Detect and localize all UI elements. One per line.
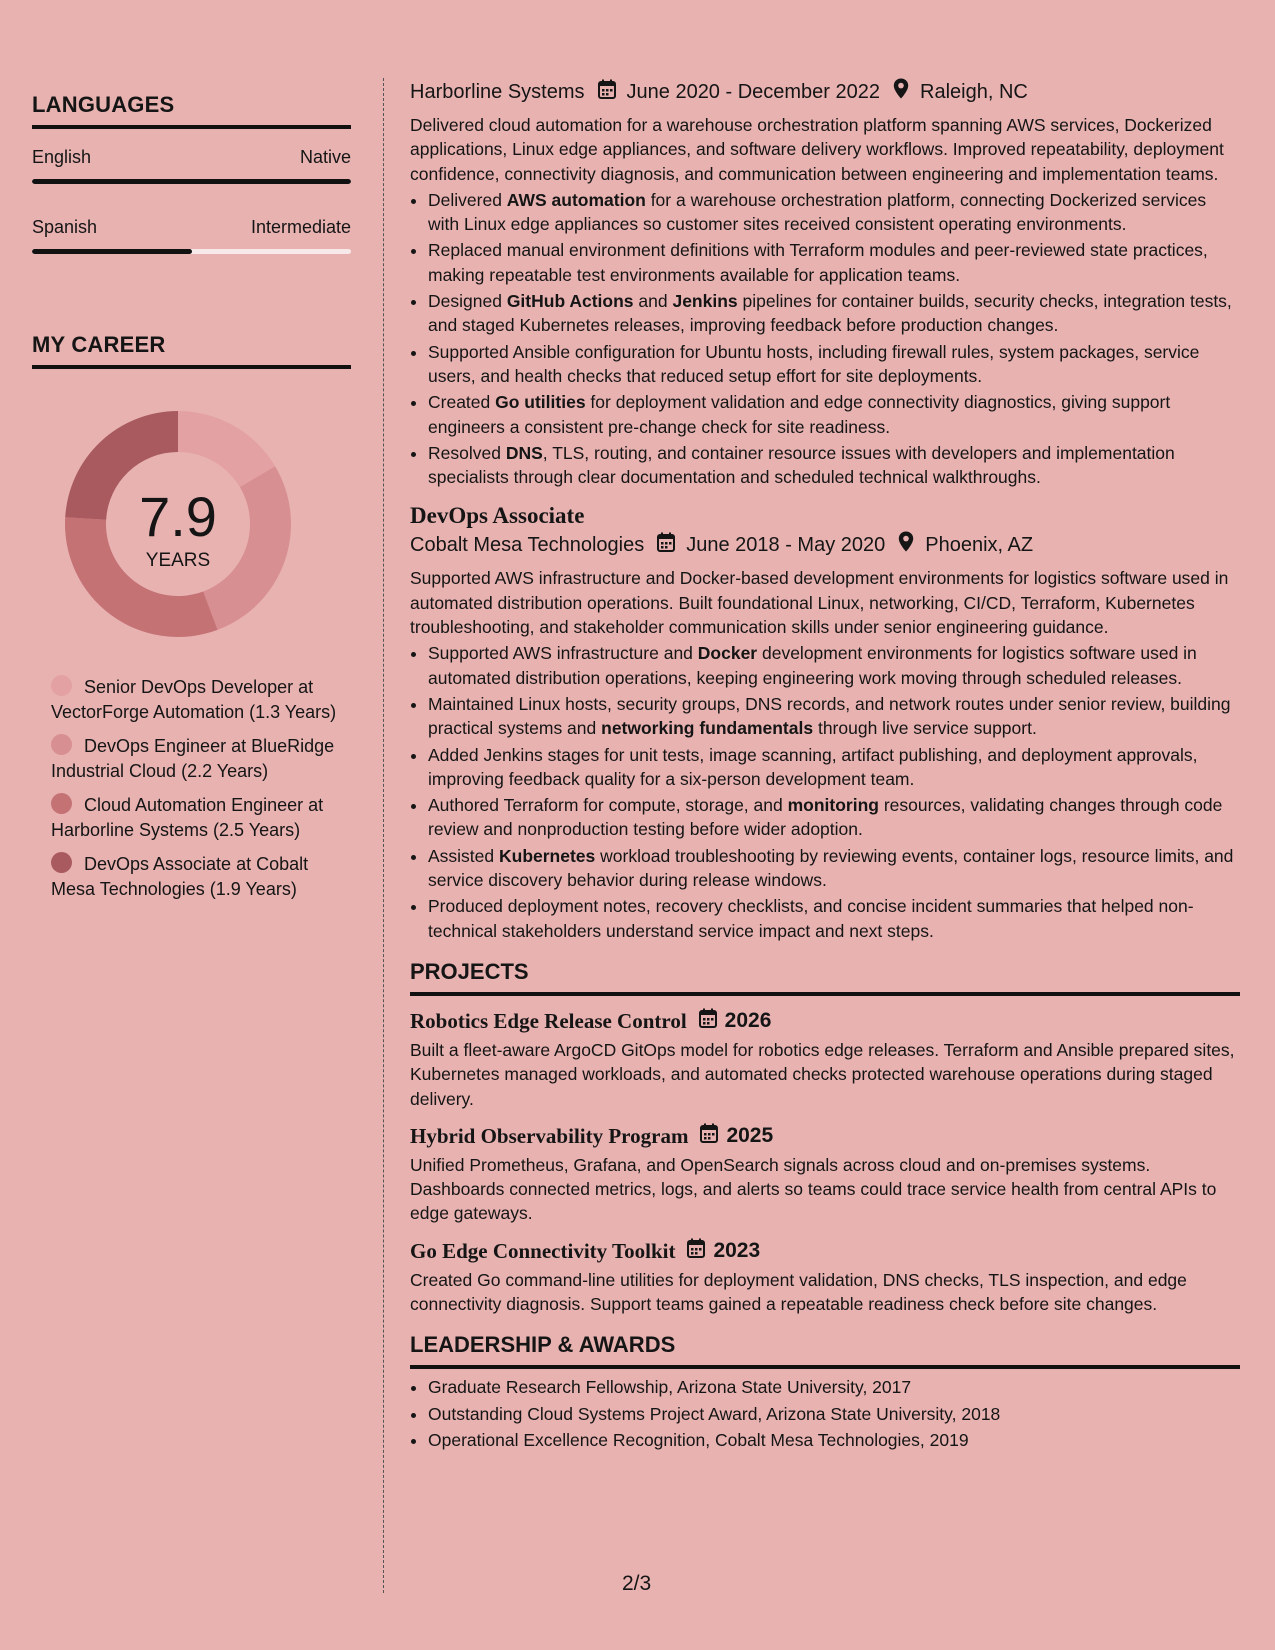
project-title <box>410 1237 1240 1265</box>
languages-heading: LANGUAGES <box>32 92 351 129</box>
project-title <box>410 1007 1240 1035</box>
career-legend <box>51 675 351 901</box>
page-number: 2/3 <box>622 1572 652 1595</box>
sidebar <box>32 92 351 911</box>
legend-item <box>51 675 351 724</box>
language-level: Intermediate <box>250 217 351 237</box>
job-bullet: • Supported AWS infrastructure and Docker development environments for logistics software used in automated distribution operations, keeping engineering work moving through scheduled releases. <box>428 641 1240 690</box>
job-bullets <box>410 188 1240 490</box>
legend-swatch <box>51 734 72 755</box>
legend-label: DevOps Associate at Cobalt Mesa Technologies (1.9 Years) <box>51 854 309 899</box>
project-title <box>410 1122 1240 1150</box>
project-year: 2023 <box>713 1238 761 1262</box>
project-year: 2025 <box>726 1123 774 1147</box>
project-name: Hybrid Observability Program <box>410 1123 689 1148</box>
job-summary: Supported AWS infrastructure and Docker-based development environments for logistics software used in automated distribution operations. Built foundational Linux, networking, CI/CD, Terraform, Kubernetes troubleshooting, and stakeholder communication skills under senior engineering guidance. <box>410 568 1229 638</box>
job-bullet: • Resolved DNS, TLS, routing, and container resource issues with developers and implementation specialists through clear documentation and scheduled technical walkthroughs. <box>428 441 1240 490</box>
legend-item <box>51 734 351 783</box>
legend-swatch <box>51 852 72 873</box>
calendar-icon <box>657 532 675 559</box>
language-level: Native <box>299 147 351 167</box>
job-dates: June 2018 - May 2020 <box>686 534 886 557</box>
project-year: 2026 <box>724 1008 772 1032</box>
calendar-icon <box>700 1122 718 1150</box>
language-proficiency-fill <box>32 179 351 184</box>
job-location: Raleigh, NC <box>920 81 1028 103</box>
job-bullet: • Assisted Kubernetes workload troubleshooting by reviewing events, container logs, resource limits, and service discovery behavior during release windows. <box>428 844 1240 893</box>
project-name: Robotics Edge Release Control <box>410 1008 687 1033</box>
language-item <box>32 216 351 254</box>
career-heading: MY CAREER <box>32 332 351 369</box>
job-bullet: • Added Jenkins stages for unit tests, image scanning, artifact publishing, and deployment approvals, improving feedback quality for a six-person development team. <box>428 743 1240 792</box>
legend-label: Senior DevOps Developer at VectorForge Automation (1.3 Years) <box>51 677 337 722</box>
legend-item <box>51 793 351 842</box>
project-description: Unified Prometheus, Grafana, and OpenSearch signals across cloud and on-premises systems. Dashboards connected metrics, logs, and alerts so teams could trace service health from central APIs to edge gateways. <box>410 1154 1217 1224</box>
project-description: Built a fleet-aware ArgoCD GitOps model for robotics edge releases. Terraform and Ansible prepared sites, Kubernetes managed workloads, and automated checks protected warehouse operations during staged delivery. <box>410 1039 1235 1109</box>
legend-label: DevOps Engineer at BlueRidge Industrial Cloud (2.2 Years) <box>51 736 335 781</box>
calendar-icon <box>598 79 616 106</box>
awards-list <box>410 1375 1240 1452</box>
legend-item <box>51 852 351 901</box>
job-bullet: • Replaced manual environment definitions with Terraform modules and peer-reviewed state practices, making repeatable test environments available for application teams. <box>428 238 1240 287</box>
job-bullet: • Authored Terraform for compute, storage, and monitoring resources, validating changes through code review and nonproduction testing before wider adoption. <box>428 793 1240 842</box>
award-item: • Outstanding Cloud Systems Project Award, Arizona State University, 2018 <box>428 1402 1240 1426</box>
calendar-icon <box>687 1237 705 1265</box>
job-dates: June 2020 - December 2022 <box>626 81 881 103</box>
legend-swatch <box>51 793 72 814</box>
career-donut-chart <box>65 411 291 637</box>
job-location: Phoenix, AZ <box>925 534 1034 557</box>
project-description: Created Go command-line utilities for deployment validation, DNS checks, TLS inspection, and edge connectivity diagnosis. Support teams gained a repeatable readiness check before site changes. <box>410 1269 1187 1314</box>
career-total-years: 7.9 <box>139 485 217 548</box>
language-name: Spanish <box>32 217 98 237</box>
job-bullets <box>410 641 1240 943</box>
company-name: Harborline Systems <box>410 81 585 103</box>
job-bullet: • Designed GitHub Actions and Jenkins pipelines for container builds, security checks, integration tests, and staged Kubernetes releases, improving feedback before production changes. <box>428 289 1240 338</box>
main-content <box>410 78 1240 1454</box>
column-divider <box>383 78 384 1593</box>
project-name: Go Edge Connectivity Toolkit <box>410 1238 676 1263</box>
award-item: • Graduate Research Fellowship, Arizona State University, 2017 <box>428 1375 1240 1399</box>
job-summary: Delivered cloud automation for a warehouse orchestration platform spanning AWS services, Dockerized applications, Linux edge appliances, and software delivery workflows. Improved repeatability, deployment confidence, connectivity diagnosis, and communication between engineering and implementation teams. <box>410 115 1224 184</box>
language-proficiency-bar <box>32 179 351 184</box>
language-item <box>32 146 351 184</box>
career-total-unit: YEARS <box>145 550 211 571</box>
awards-heading: LEADERSHIP & AWARDS <box>410 1332 1240 1369</box>
legend-swatch <box>51 675 72 696</box>
language-proficiency-fill <box>32 249 192 254</box>
job-bullet: • Supported Ansible configuration for Ubuntu hosts, including firewall rules, system packages, service users, and health checks that reduced setup effort for site deployments. <box>428 340 1240 389</box>
projects-heading: PROJECTS <box>410 959 1240 996</box>
job-meta <box>410 78 1240 106</box>
legend-label: Cloud Automation Engineer at Harborline Systems (2.5 Years) <box>51 795 324 840</box>
job-meta <box>410 531 1240 559</box>
language-proficiency-bar <box>32 249 351 254</box>
job-title: DevOps Associate <box>410 503 585 529</box>
job-bullet: • Produced deployment notes, recovery checklists, and concise incident summaries that helped non-technical stakeholders understand service impact and next steps. <box>428 894 1240 943</box>
language-name: English <box>32 147 92 167</box>
map-pin-icon <box>898 531 914 559</box>
map-pin-icon <box>893 78 909 106</box>
job-bullet: • Delivered AWS automation for a warehouse orchestration platform, connecting Dockerized services with Linux edge appliances so customer sites received consistent operating environments. <box>428 188 1240 237</box>
job-bullet: • Maintained Linux hosts, security groups, DNS records, and network routes under senior review, building practical systems and networking fundamentals through live service support. <box>428 692 1240 741</box>
job-bullet: • Created Go utilities for deployment validation and edge connectivity diagnostics, giving support engineers a consistent pre-change check for site readiness. <box>428 390 1240 439</box>
company-name: Cobalt Mesa Technologies <box>410 534 645 557</box>
calendar-icon <box>699 1007 717 1035</box>
award-item: • Operational Excellence Recognition, Cobalt Mesa Technologies, 2019 <box>428 1428 1240 1452</box>
